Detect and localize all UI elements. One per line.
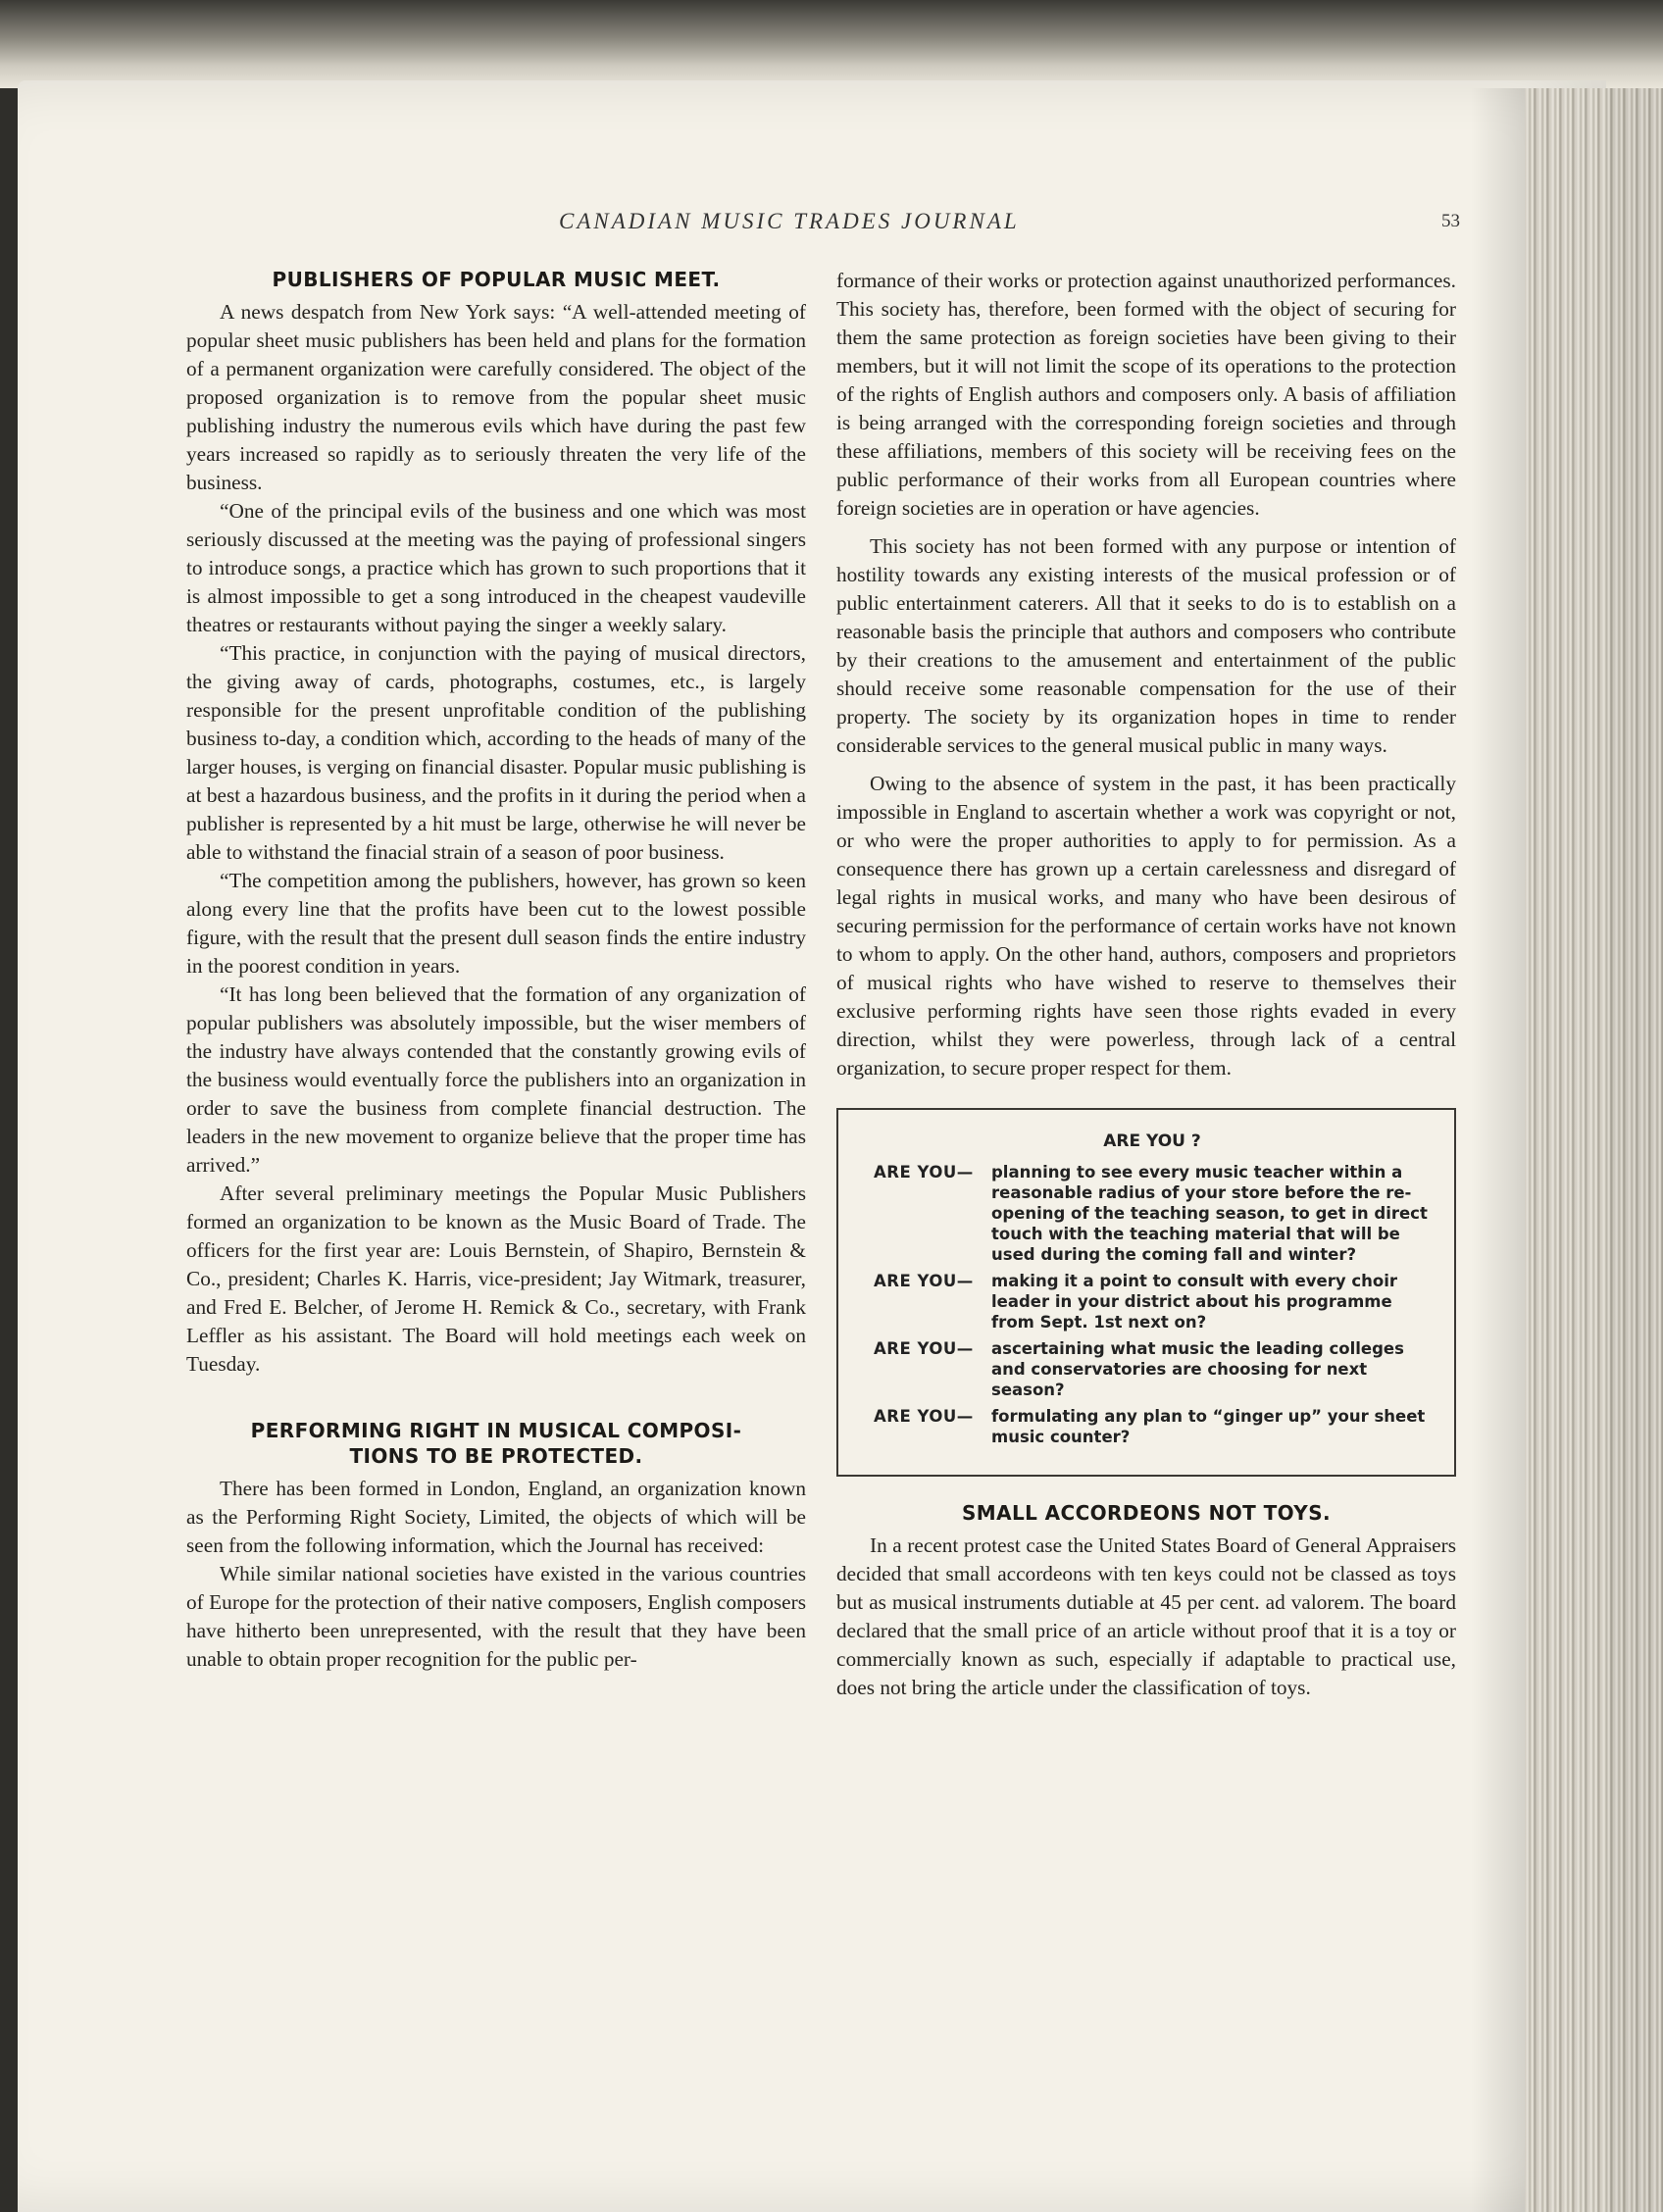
right-column [836, 267, 1456, 1702]
box-item-text: formulating any plan to “ginger up” your sheet music counter? [991, 1407, 1426, 1446]
box-item-label: ARE YOU— [874, 1272, 974, 1290]
journal-title: CANADIAN MUSIC TRADES JOURNAL [559, 209, 1020, 233]
article-paragraph: “It has long been believed that the formation of any organization of popular publishers was absolutely impossible, but the wiser members of the industry have always contended that the constantly growing evils of the business would eventually force the publishers into an organization in order to save the business from complete financial destruction. The leaders in the new movement to organize believe that the proper time has arrived.” [186, 982, 806, 1177]
box-item [874, 1406, 1431, 1447]
article-headline [186, 1418, 806, 1469]
article-paragraph: “This practice, in conjunction with the paying of musical directors, the giving away of cards, photographs, costumes, etc., is largely responsible for the present unprofitable condition of the publishing business to-day, a condition which, according to the heads of many of the larger houses, is verging on financial disaster. Popular music publishing is at best a hazardous business, and the profits in it during the period when a publisher is represented by a hit must be large, otherwise he will never be able to withstand the finacial strain of a season of poor business. [186, 641, 806, 864]
box-item [874, 1338, 1431, 1400]
running-header [559, 209, 1460, 238]
box-item [874, 1271, 1431, 1332]
article-paragraph: After several preliminary meetings the Popular Music Publishers formed an organization to be known as the Music Board of Trade. The officers for the first year are: Louis Bernstein, of Shapiro, Bernstein & Co., president; Charles K. Harris, vice-president; Jay Witmark, treasurer, and Fred E. Belcher, of Jerome H. Remick & Co., secretary, with Frank Leffler as his assistant. The Board will hold meetings each week on Tuesday. [186, 1181, 806, 1376]
article-paragraph: There has been formed in London, England, an organization known as the Performing Right Society, Limited, the objects of which will be seen from the following information, which the Journal has received: [186, 1477, 806, 1557]
headline-line: TIONS TO BE PROTECTED. [349, 1444, 643, 1468]
left-column [186, 267, 806, 1674]
article-paragraph: While similar national societies have existed in the various countries of Europe for the protection of their native composers, English composers have hitherto been unrepresented, with the result that they have been unable to obtain proper recognition for the public per- [186, 1562, 806, 1671]
article-headline: PUBLISHERS OF POPULAR MUSIC MEET. [272, 268, 721, 291]
article-paragraph: formance of their works or protection against unauthorized performances. This society has, therefore, been formed with the object of securing for them the same protection as foreign societies have been giving to their members, but it will not limit the scope of its operations to the protection of the rights of English authors and composers only. A basis of affiliation is being arranged with the corresponding foreign societies and through these affiliations, members of this society will be receiving fees on the public performance of their works from all European countries where foreign societies are in operation or have agencies. [836, 269, 1456, 520]
article-paragraph: In a recent protest case the United States Board of General Appraisers decided that small accordeons with ten keys could not be classed as toys but as musical instruments dutiable at 45 per cent. ad valorem. The board declared that the small price of an article without proof that it is a toy or commercially known as such, especially if adaptable to practical use, does not bring the article under the classification of toys. [836, 1533, 1456, 1699]
box-title: ARE YOU ? [1103, 1131, 1201, 1151]
box-item-text: planning to see every music teacher within a reasonable radius of your store before the re-opening of the teaching season, to get in direct touch with the teaching material that will be used during the coming fall and winter? [991, 1163, 1428, 1264]
article-paragraph: Owing to the absence of system in the past, it has been practically impossible in England to ascertain whether a work was copyright or not, or who were the proper authorities to apply to for permission. As a consequence there has grown up a certain carelessness and disregard of legal rights in musical works, and many who have been desirous of securing permission for the performance of certain works have not known to whom to apply. On the other hand, authors, composers and proprietors of musical rights who have wished to reserve to themselves their exclusive performing rights have seen those rights evaded in every direction, whilst they were powerless, through lack of a central organization, to secure proper respect for them. [836, 772, 1456, 1080]
article-paragraph: “One of the principal evils of the business and one which was most seriously discussed at the meeting was the paying of professional singers to introduce songs, a practice which has grown to such proportions that it is almost impossible to get a song introduced in the cheapest vaudeville theatres or restaurants without paying the singer a weekly salary. [186, 499, 806, 636]
article-paragraph: A news despatch from New York says: “A well-attended meeting of popular sheet music publishers has been held and plans for the formation of a permanent organization were carefully considered. The object of the proposed organization is to remove from the popular sheet music publishing industry the numerous evils which have during the past few years increased so rapidly as to seriously threaten the very life of the business. [186, 300, 806, 494]
box-item-label: ARE YOU— [874, 1339, 974, 1358]
article-paragraph: This society has not been formed with any purpose or intention of hostility towards any existing interests of the musical profession or of public entertainment caterers. All that it seeks to do is to establish on a reasonable basis the principle that authors and composers who contribute by their creations to the amusement and entertainment of the public should receive some reasonable compensation for the use of their property. The society by its organization hopes in time to render considerable services to the general musical public in many ways. [836, 534, 1456, 757]
box-item-label: ARE YOU— [874, 1163, 974, 1181]
book-binding-edge [1525, 88, 1663, 2212]
are-you-advert-box [836, 1108, 1456, 1477]
book-top-edge [0, 0, 1663, 88]
headline-line: PERFORMING RIGHT IN MUSICAL COMPOSI- [250, 1419, 742, 1442]
box-item-text: ascertaining what music the leading colleges and conservatories are choosing for next season? [991, 1339, 1404, 1399]
box-item [874, 1162, 1431, 1265]
article-headline: SMALL ACCORDEONS NOT TOYS. [961, 1501, 1331, 1525]
box-item-label: ARE YOU— [874, 1407, 974, 1426]
box-item-text: making it a point to consult with every choir leader in your district about his programme from Sept. 1st next on? [991, 1272, 1397, 1332]
page-number: 53 [1441, 211, 1460, 231]
article-paragraph: “The competition among the publishers, however, has grown so keen along every line that the profits have been cut to the lowest possible figure, with the result that the present dull season finds the entire industry in the poorest condition in years. [186, 869, 806, 978]
